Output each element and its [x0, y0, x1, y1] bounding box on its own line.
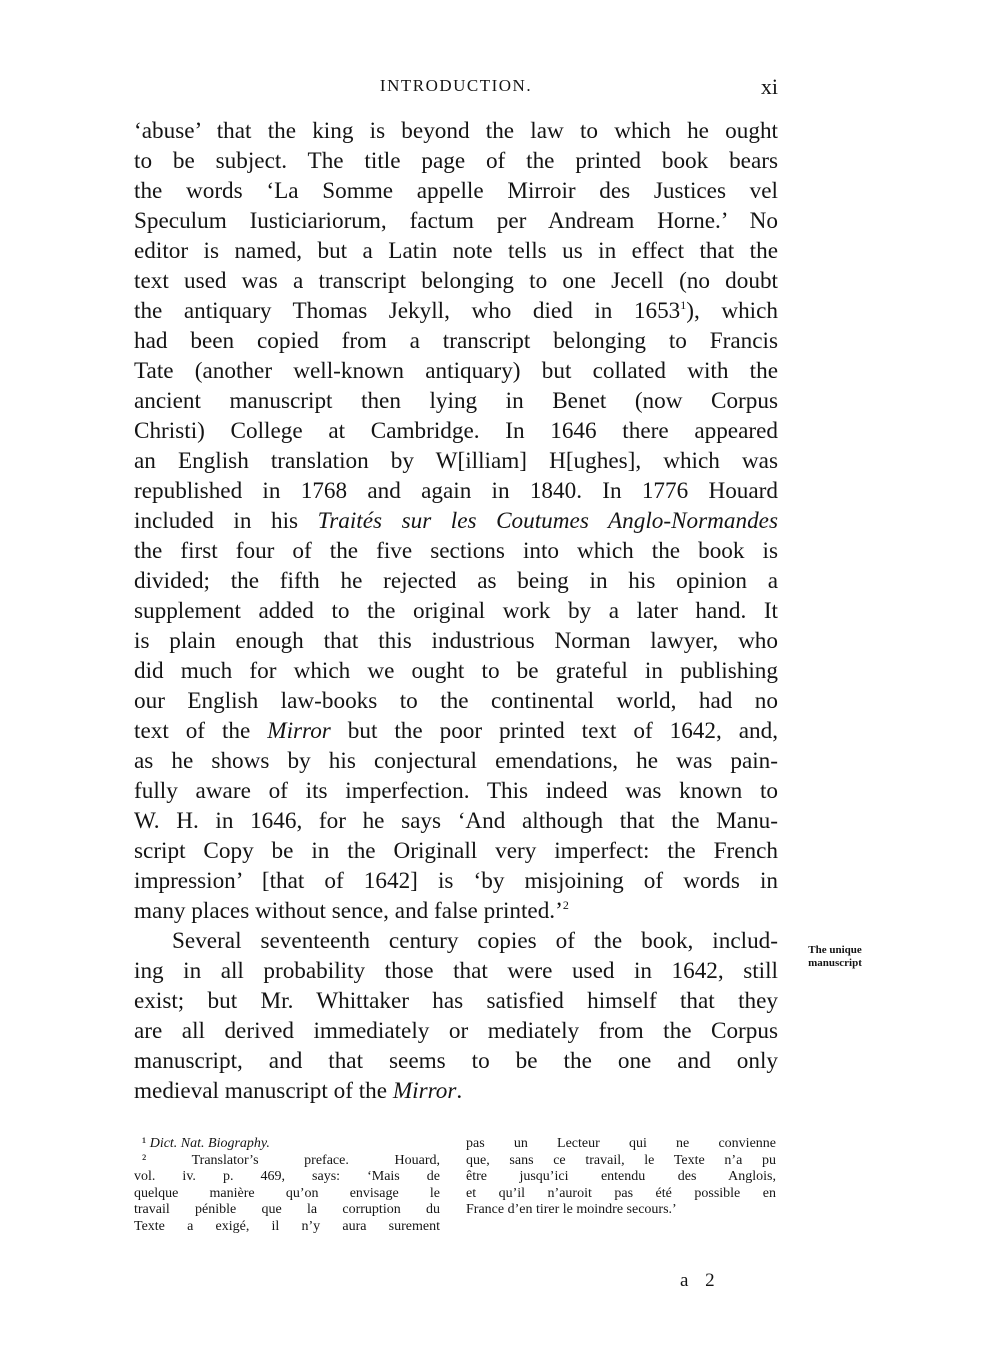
text-line: ing in all probability those that were used in 1642, still	[134, 958, 778, 984]
text-line: W. H. in 1646, for he says ‘And although that the Manu-	[134, 808, 778, 834]
footnote-line	[134, 1136, 440, 1153]
text-line: ‘abuse’ that the king is beyond the law to which he ought	[134, 118, 778, 144]
text-segment: text of the	[134, 718, 251, 744]
footnote-marker: ¹	[142, 1136, 147, 1151]
text-segment: medieval manuscript of the	[134, 1078, 388, 1104]
text-line: our English law-books to the continental world, had no	[134, 688, 778, 714]
text-line: editor is named, but a Latin note tells us in effect that the	[134, 238, 778, 264]
italic-title: Traités sur les Coutumes Anglo-Normandes	[317, 508, 779, 534]
footnote-line: Texte a exigé, il n’y aura surement	[134, 1218, 440, 1234]
text-line: Speculum Iusticiariorum, factum per Andream Horne.’ No	[134, 208, 778, 234]
text-line: script Copy be in the Originall very imperfect: the French	[134, 838, 778, 864]
footnote-column-left	[134, 1136, 440, 1235]
text-line: impression’ [that of 1642] is ‘by misjoining of words in	[134, 868, 778, 894]
footnote-line: vol. iv. p. 469, says: ‘Mais de	[134, 1169, 440, 1184]
footnote-line: pas un Lecteur qui ne convienne	[466, 1136, 776, 1151]
text-line: text used was a transcript belonging to one Jecell (no doubt	[134, 268, 778, 294]
italic-title: Mirror	[267, 718, 331, 744]
margin-note	[790, 944, 880, 970]
margin-note-line: The unique	[808, 944, 862, 956]
footnote-line: travail pénible que la corruption du	[134, 1202, 440, 1217]
footnote-line	[134, 1153, 440, 1170]
footnote-line: quelque manière qu’on envisage le	[134, 1185, 440, 1201]
text-line: the first four of the five sections into which the book is	[134, 538, 778, 564]
text-line	[134, 296, 778, 326]
text-line: republished in 1768 and again in 1840. In 1776 Houard	[134, 478, 778, 504]
text-segment: but the poor printed text of 1642, and,	[347, 718, 779, 744]
text-line: are all derived immediately or mediately from the Corpus	[134, 1018, 778, 1044]
footnote-italic: Dict. Nat. Biography.	[149, 1136, 270, 1151]
text-line: an English translation by W[illiam] H[ughes], which was	[134, 448, 778, 474]
text-line: fully aware of its imperfection. This indeed was known to	[134, 778, 778, 804]
text-line	[134, 506, 778, 536]
body-text	[134, 116, 778, 1106]
text-line: had been copied from a transcript belonging to Francis	[134, 328, 778, 354]
text-line	[134, 1076, 778, 1106]
text-segment: included in his	[134, 508, 299, 534]
text-segment: .	[456, 1078, 463, 1104]
text-line: Christi) College at Cambridge. In 1646 there appeared	[134, 418, 778, 444]
text-line: Tate (another well-known antiquary) but collated with the	[134, 358, 778, 384]
italic-title: Mirror	[392, 1078, 457, 1104]
text-line: Several seventeenth century copies of the book, includ-	[172, 928, 778, 954]
text-line: exist; but Mr. Whittaker has satisfied himself that they	[134, 988, 778, 1014]
signature-mark: a 2	[680, 1270, 721, 1291]
footnote-line: France d’en tirer le moindre secours.’	[466, 1202, 677, 1217]
text-line: to be subject. The title page of the printed book bears	[134, 148, 778, 174]
footnote-line: être jusqu’ici entendu des Anglois,	[466, 1169, 776, 1184]
running-title: INTRODUCTION.	[379, 76, 533, 95]
text-segment: the antiquary Thomas Jekyll, who died in 1653	[134, 298, 681, 324]
footnote-marker: ²	[142, 1152, 147, 1168]
footnote-line: et qu’il n’auroit pas été possible en	[466, 1185, 776, 1201]
text-line: manuscript, and that seems to be the one and only	[134, 1048, 778, 1074]
footnote-ref: 1	[680, 298, 687, 312]
text-line: ancient manuscript then lying in Benet (now Corpus	[134, 388, 778, 414]
text-line: did much for which we ought to be grateful in publishing	[134, 658, 778, 684]
running-head	[134, 76, 778, 104]
text-line	[134, 896, 778, 926]
page-number: xi	[760, 74, 778, 99]
text-line	[134, 716, 778, 746]
text-segment: ), which	[686, 298, 778, 324]
text-line: supplement added to the original work by a later hand. It	[134, 598, 778, 624]
text-line: divided; the fifth he rejected as being in his opinion a	[134, 568, 778, 594]
footnote-text: Translator’s preface. Houard,	[191, 1152, 441, 1168]
text-line: the words ‘La Somme appelle Mirroir des Justices vel	[134, 178, 778, 204]
footnote-column-right	[466, 1136, 776, 1219]
footnote-ref: 2	[562, 898, 569, 912]
margin-note-line: manuscript	[808, 957, 862, 969]
text-line: as he shows by his conjectural emendations, he was pain-	[134, 748, 778, 774]
footnote-line: que, sans ce travail, le Texte n’a pu	[466, 1152, 776, 1168]
text-segment: many places without sence, and false printed.’	[134, 898, 563, 924]
text-line: is plain enough that this industrious Norman lawyer, who	[134, 628, 778, 654]
